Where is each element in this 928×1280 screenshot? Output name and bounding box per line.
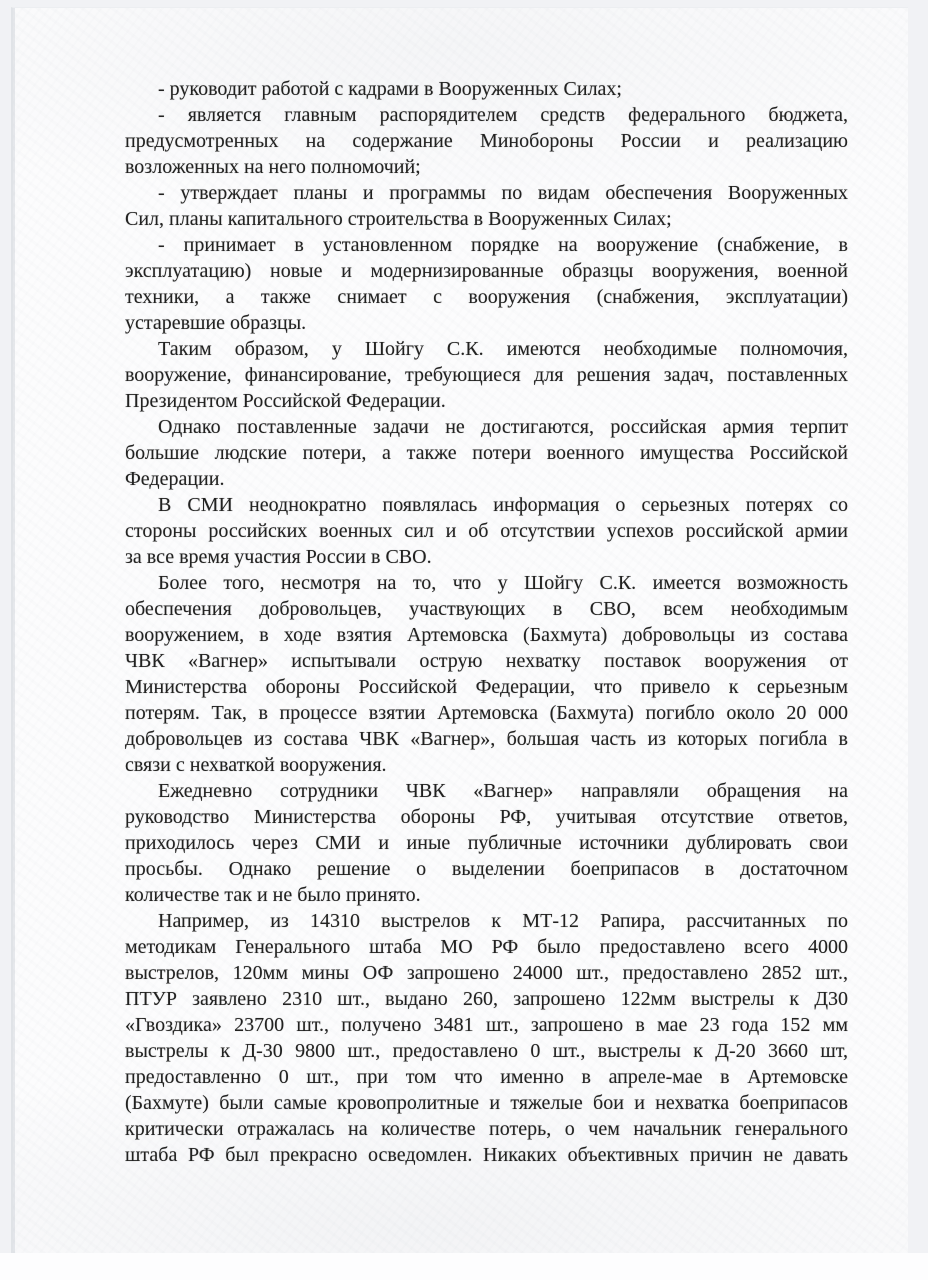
text-line: Министерства обороны Российской Федерации, что привело к серьезным bbox=[125, 676, 848, 698]
text-line: техники, а также снимает с вооружения (снабжения, эксплуатации) bbox=[125, 286, 848, 308]
paragraph bbox=[125, 414, 848, 492]
text-line: (Бахмуте) были самые кровопролитные и тяжелые бои и нехватка боеприпасов bbox=[125, 1092, 848, 1114]
text-line: возложенных на него полномочий; bbox=[125, 156, 421, 178]
text-line: - руководит работой с кадрами в Вооруженных Силах; bbox=[158, 78, 622, 100]
paragraph bbox=[125, 232, 848, 336]
text-line: вооружением, в ходе взятия Артемовска (Бахмута) добровольцы из состава bbox=[125, 624, 848, 646]
paragraph bbox=[125, 492, 848, 570]
paragraph bbox=[125, 336, 848, 414]
text-line: - является главным распорядителем средств федерального бюджета, bbox=[158, 104, 848, 126]
text-line: потерям. Так, в процессе взятии Артемовска (Бахмута) погибло около 20 000 bbox=[125, 702, 848, 724]
text-line: просьбы. Однако решение о выделении боеприпасов в достаточном bbox=[125, 858, 848, 880]
paragraph bbox=[125, 908, 848, 1168]
text-line: связи с нехваткой вооружения. bbox=[125, 754, 387, 776]
text-line: обеспечения добровольцев, участвующих в СВО, всем необходимым bbox=[125, 598, 848, 620]
text-line: Президентом Российской Федерации. bbox=[125, 390, 446, 412]
text-line: устаревшие образцы. bbox=[125, 312, 307, 334]
scan-bottom-edge bbox=[0, 1253, 928, 1280]
text-line: добровольцев из состава ЧВК «Вагнер», большая часть из которых погибла в bbox=[125, 728, 848, 750]
text-line: - принимает в установленном порядке на вооружение (снабжение, в bbox=[158, 234, 848, 256]
paragraph bbox=[125, 778, 848, 908]
text-line: выстрелов, 120мм мины ОФ запрошено 24000 шт., предоставлено 2852 шт., bbox=[125, 962, 848, 984]
text-line: Сил, планы капитального строительства в Вооруженных Силах; bbox=[125, 208, 672, 230]
text-line: В СМИ неоднократно появлялась информация о серьезных потерях со bbox=[158, 494, 848, 516]
text-line: Ежедневно сотрудники ЧВК «Вагнер» направляли обращения на bbox=[158, 780, 848, 802]
text-line: методикам Генерального штаба МО РФ было предоставлено всего 4000 bbox=[125, 936, 848, 958]
text-line: Однако поставленные задачи не достигаются, российская армия терпит bbox=[158, 416, 848, 438]
text-line: большие людские потери, а также потери военного имущества Российской bbox=[125, 442, 848, 464]
paragraph bbox=[125, 180, 848, 232]
text-line: количестве так и не было принято. bbox=[125, 884, 421, 906]
text-line: ЧВК «Вагнер» испытывали острую нехватку поставок вооружения от bbox=[125, 650, 848, 672]
text-line: Таким образом, у Шойгу С.К. имеются необходимые полномочия, bbox=[158, 338, 848, 360]
text-line: Например, из 14310 выстрелов к МТ-12 Рапира, рассчитанных по bbox=[158, 910, 848, 932]
paragraph bbox=[125, 570, 848, 778]
paragraph bbox=[125, 102, 848, 180]
text-line: приходилось через СМИ и иные публичные источники дублировать свои bbox=[125, 832, 848, 854]
text-line: руководство Министерства обороны РФ, учитывая отсутствие ответов, bbox=[125, 806, 848, 828]
text-line: эксплуатацию) новые и модернизированные образцы вооружения, военной bbox=[125, 260, 848, 282]
paragraph bbox=[125, 76, 848, 102]
text-line: вооружение, финансирование, требующиеся для решения задач, поставленных bbox=[125, 364, 848, 386]
text-line: Федерации. bbox=[125, 468, 225, 490]
text-line: стороны российских военных сил и об отсутствии успехов российской армии bbox=[125, 520, 848, 542]
text-line: «Гвоздика» 23700 шт., получено 3481 шт., запрошено в мае 23 года 152 мм bbox=[125, 1014, 848, 1036]
text-line: - утверждает планы и программы по видам обеспечения Вооруженных bbox=[158, 182, 848, 204]
document-text-block bbox=[125, 76, 848, 1168]
text-line: выстрелы к Д-30 9800 шт., предоставлено 0 шт., выстрелы к Д-20 3660 шт, bbox=[125, 1040, 848, 1062]
text-line: критически отражалась на количестве потерь, о чем начальник генерального bbox=[125, 1118, 848, 1140]
text-line: предусмотренных на содержание Минобороны России и реализацию bbox=[125, 130, 848, 152]
text-line: за все время участия России в СВО. bbox=[125, 546, 432, 568]
text-line: ПТУР заявлено 2310 шт., выдано 260, запрошено 122мм выстрелы к Д30 bbox=[125, 988, 848, 1010]
document-page bbox=[11, 7, 908, 1254]
text-line: штаба РФ был прекрасно осведомлен. Никаких объективных причин не давать bbox=[125, 1144, 848, 1166]
text-line: Более того, несмотря на то, что у Шойгу С.К. имеется возможность bbox=[158, 572, 848, 594]
text-line: предоставленно 0 шт., при том что именно в апреле-мае в Артемовске bbox=[125, 1066, 848, 1088]
